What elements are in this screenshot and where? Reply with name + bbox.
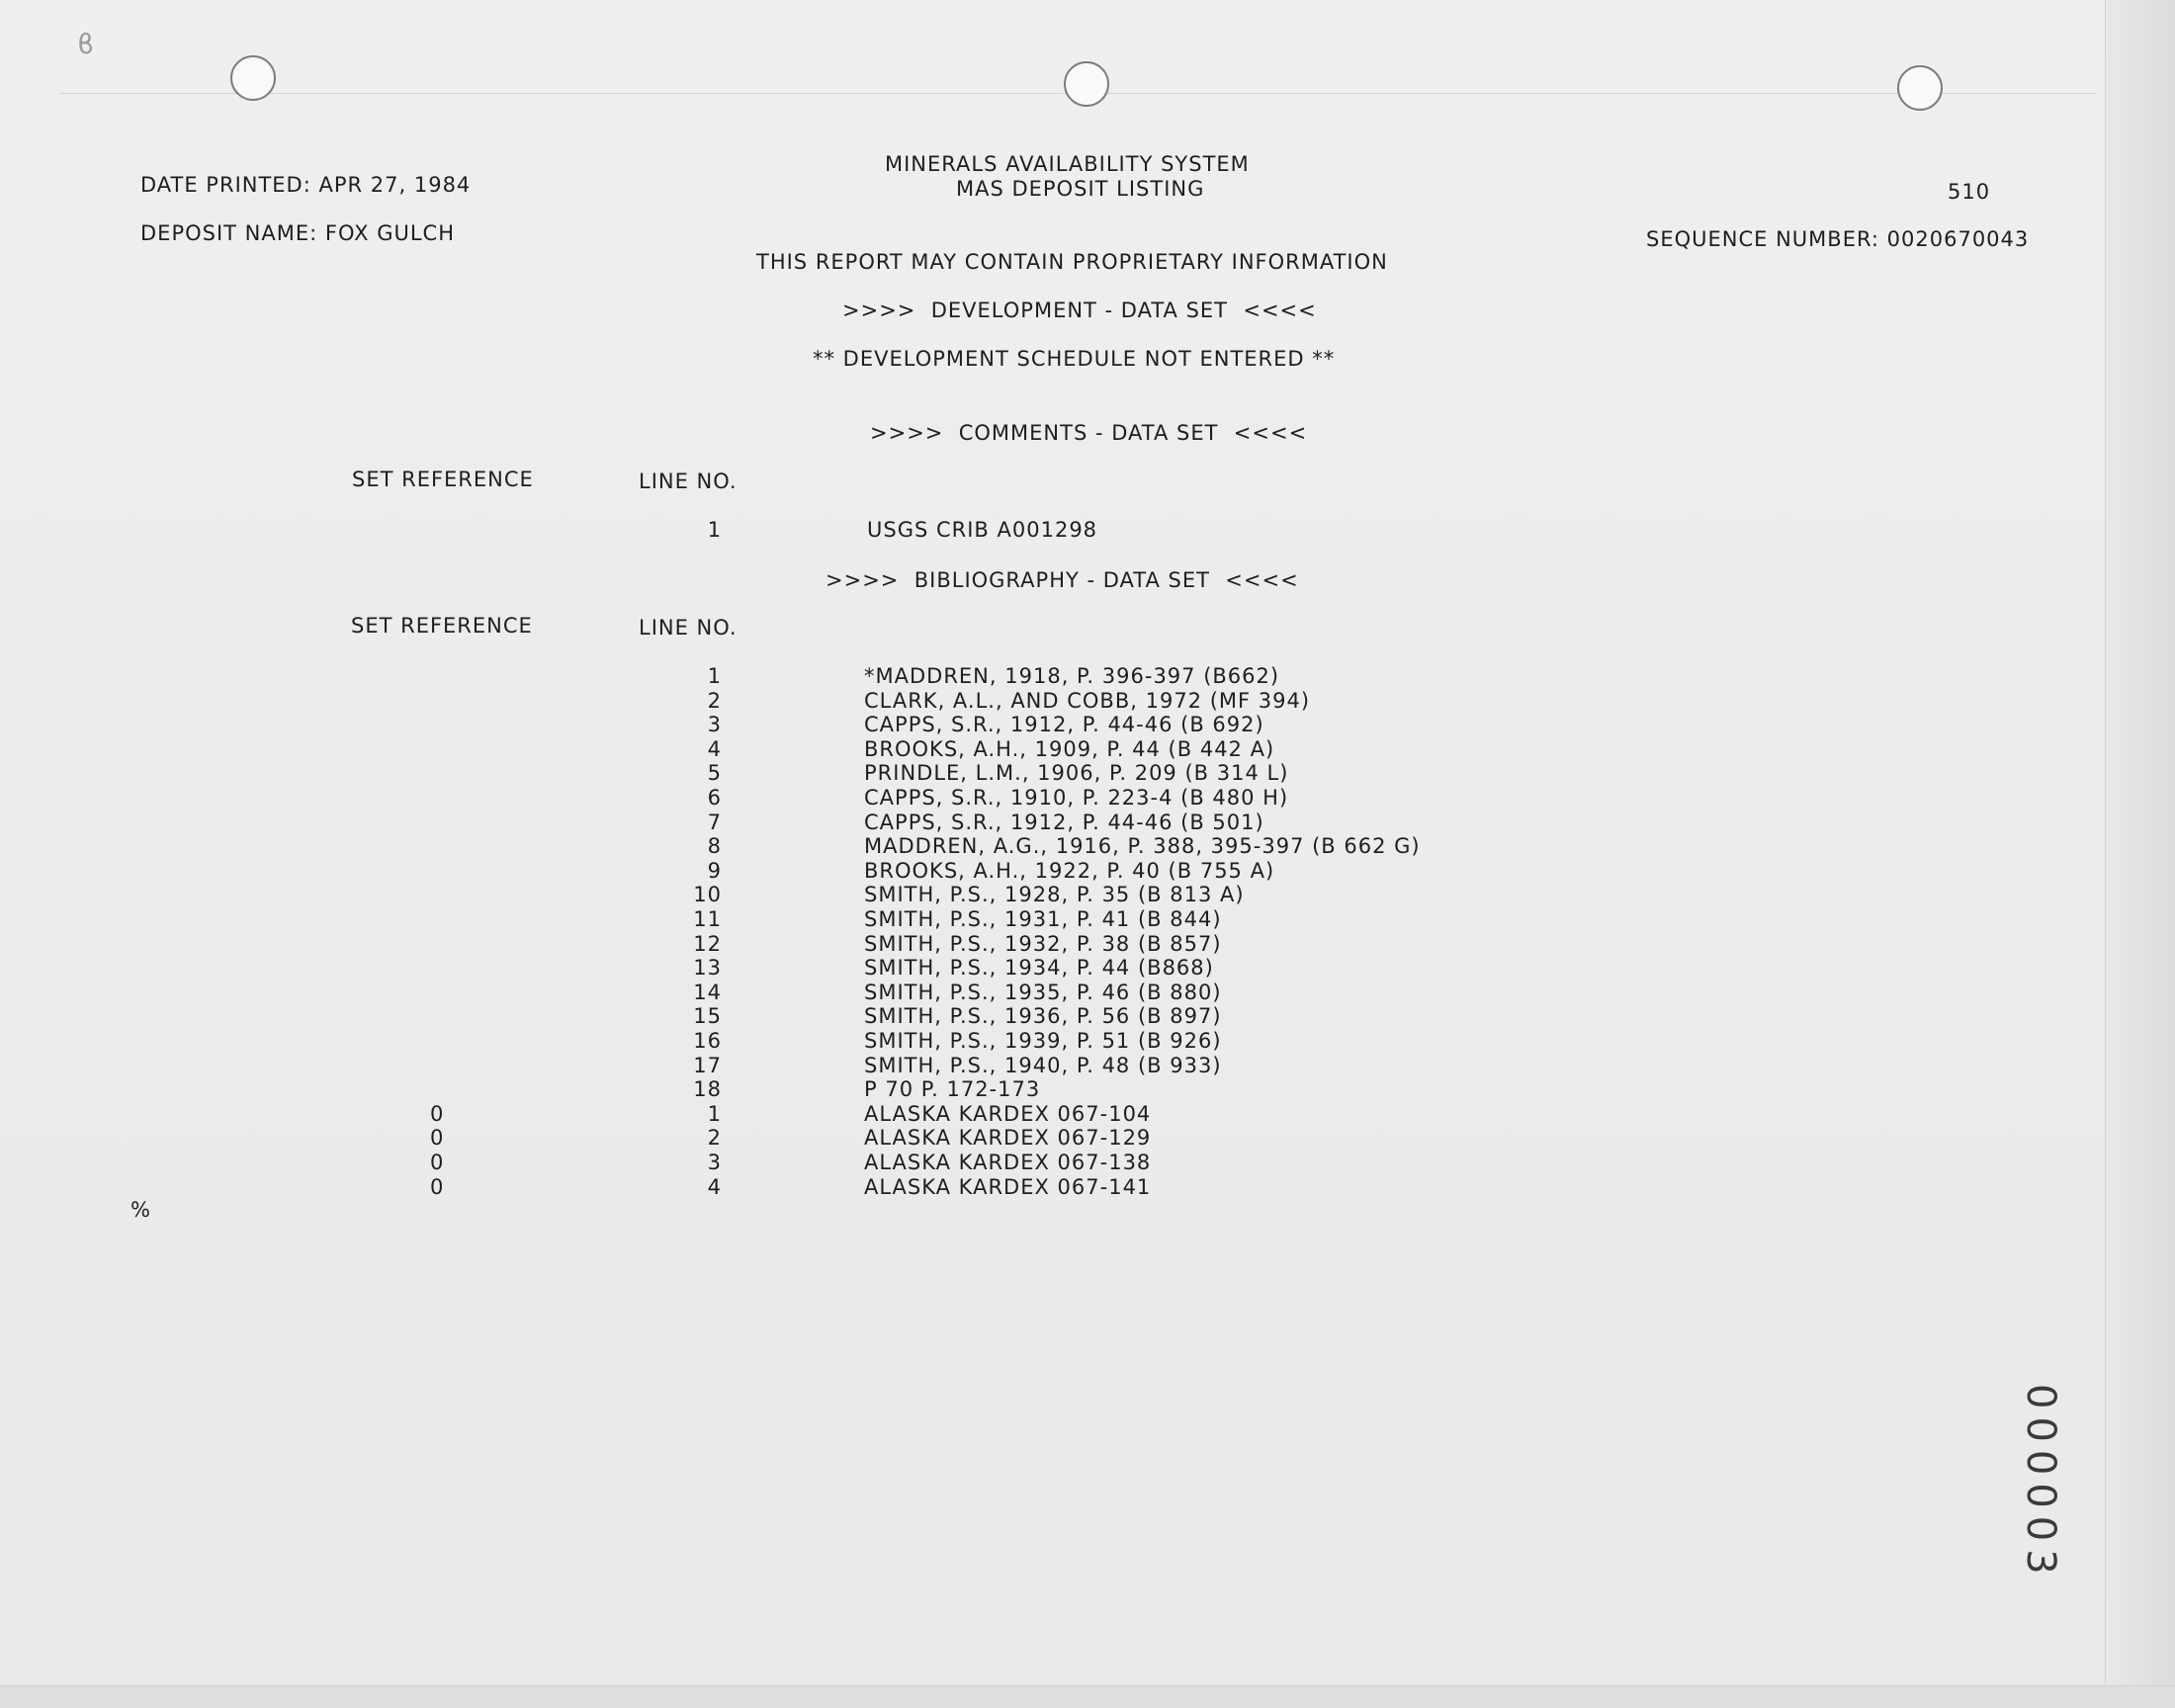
bibliography-line-no: 16 xyxy=(693,1029,722,1053)
bibliography-set-reference: 0 xyxy=(430,1175,445,1199)
development-heading: >>>> DEVELOPMENT - DATA SET <<<< xyxy=(842,299,1317,322)
bibliography-citation: BROOKS, A.H., 1922, P. 40 (B 755 A) xyxy=(864,859,1275,883)
bibliography-line-no: 13 xyxy=(693,956,722,980)
bibliography-citation: SMITH, P.S., 1928, P. 35 (B 813 A) xyxy=(864,883,1245,906)
page-number: 510 xyxy=(1948,180,1991,204)
bibliography-citation: SMITH, P.S., 1936, P. 56 (B 897) xyxy=(864,1004,1222,1028)
bibliography-line-no: 12 xyxy=(693,932,722,956)
bibliography-line-no: 15 xyxy=(693,1004,722,1028)
bibliography-citation: ALASKA KARDEX 067-104 xyxy=(864,1102,1152,1126)
page-bottom-edge xyxy=(0,1685,2175,1708)
binder-hole-center xyxy=(1064,61,1109,107)
binder-hole-left xyxy=(230,55,276,101)
bibliography-citation: SMITH, P.S., 1934, P. 44 (B868) xyxy=(864,956,1214,980)
bibliography-citation: MADDREN, A.G., 1916, P. 388, 395-397 (B 662 G) xyxy=(864,834,1421,858)
bibliography-citation: SMITH, P.S., 1931, P. 41 (B 844) xyxy=(864,907,1222,931)
bibliography-citation: ALASKA KARDEX 067-129 xyxy=(864,1126,1152,1150)
bibliography-line-no: 2 xyxy=(707,1126,722,1150)
bibliography-line-no: 7 xyxy=(707,811,722,834)
bibliography-citation: SMITH, P.S., 1939, P. 51 (B 926) xyxy=(864,1029,1222,1053)
bibliography-line-no: 8 xyxy=(707,834,722,858)
comments-col-set-reference: SET REFERENCE xyxy=(352,468,534,491)
bibliography-set-reference: 0 xyxy=(430,1126,445,1150)
bibliography-line-no: 9 xyxy=(707,859,722,883)
proprietary-notice: THIS REPORT MAY CONTAIN PROPRIETARY INFORMATION xyxy=(756,250,1388,274)
sequence-number: SEQUENCE NUMBER: 0020670043 xyxy=(1646,227,2030,251)
bibliography-col-line-no: LINE NO. xyxy=(639,616,738,640)
bibliography-line-no: 4 xyxy=(707,737,722,761)
binder-hole-right xyxy=(1897,65,1943,111)
bibliography-citation: P 70 P. 172-173 xyxy=(864,1077,1041,1101)
page-stamp xyxy=(2012,1384,2081,1581)
bibliography-citation: CLARK, A.L., AND COBB, 1972 (MF 394) xyxy=(864,689,1311,713)
development-note: ** DEVELOPMENT SCHEDULE NOT ENTERED ** xyxy=(813,347,1336,371)
comments-col-line-no: LINE NO. xyxy=(639,470,738,493)
bibliography-line-no: 1 xyxy=(707,1102,722,1126)
system-title: MINERALS AVAILABILITY SYSTEM xyxy=(885,152,1250,176)
bibliography-line-no: 17 xyxy=(693,1054,722,1077)
bibliography-line-no: 5 xyxy=(707,761,722,785)
bibliography-citation: CAPPS, S.R., 1910, P. 223-4 (B 480 H) xyxy=(864,786,1289,810)
pencil-mark: ϐ xyxy=(77,28,95,60)
bibliography-line-no: 4 xyxy=(707,1175,722,1199)
bibliography-line-no: 11 xyxy=(693,907,722,931)
bibliography-line-no: 10 xyxy=(693,883,722,906)
bibliography-line-no: 6 xyxy=(707,786,722,810)
bibliography-line-no: 1 xyxy=(707,664,722,688)
page-stamp-number: 000003 xyxy=(2018,1384,2063,1582)
bibliography-heading: >>>> BIBLIOGRAPHY - DATA SET <<<< xyxy=(826,568,1299,592)
date-printed: DATE PRINTED: APR 27, 1984 xyxy=(140,173,472,197)
comments-heading: >>>> COMMENTS - DATA SET <<<< xyxy=(870,421,1308,445)
comment-line-no: 1 xyxy=(707,518,722,542)
bibliography-citation: SMITH, P.S., 1940, P. 48 (B 933) xyxy=(864,1054,1222,1077)
bibliography-citation: CAPPS, S.R., 1912, P. 44-46 (B 692) xyxy=(864,713,1264,736)
bibliography-citation: *MADDREN, 1918, P. 396-397 (B662) xyxy=(864,664,1280,688)
bibliography-citation: ALASKA KARDEX 067-138 xyxy=(864,1151,1152,1174)
listing-title: MAS DEPOSIT LISTING xyxy=(956,177,1205,201)
bibliography-set-reference: 0 xyxy=(430,1151,445,1174)
bibliography-line-no: 3 xyxy=(707,1151,722,1174)
bibliography-line-no: 18 xyxy=(693,1077,722,1101)
bibliography-line-no: 3 xyxy=(707,713,722,736)
deposit-name: DEPOSIT NAME: FOX GULCH xyxy=(140,221,455,245)
bibliography-citation: PRINDLE, L.M., 1906, P. 209 (B 314 L) xyxy=(864,761,1289,785)
comment-text: USGS CRIB A001298 xyxy=(867,518,1098,542)
page-edge-shadow xyxy=(2105,0,2175,1708)
bibliography-citation: SMITH, P.S., 1935, P. 46 (B 880) xyxy=(864,981,1222,1004)
bibliography-citation: ALASKA KARDEX 067-141 xyxy=(864,1175,1152,1199)
end-of-report-mark: % xyxy=(130,1198,151,1222)
bibliography-col-set-reference: SET REFERENCE xyxy=(351,614,533,638)
bibliography-citation: BROOKS, A.H., 1909, P. 44 (B 442 A) xyxy=(864,737,1275,761)
bibliography-citation: CAPPS, S.R., 1912, P. 44-46 (B 501) xyxy=(864,811,1264,834)
bibliography-line-no: 14 xyxy=(693,981,722,1004)
bibliography-line-no: 2 xyxy=(707,689,722,713)
bibliography-citation: SMITH, P.S., 1932, P. 38 (B 857) xyxy=(864,932,1222,956)
bibliography-set-reference: 0 xyxy=(430,1102,445,1126)
